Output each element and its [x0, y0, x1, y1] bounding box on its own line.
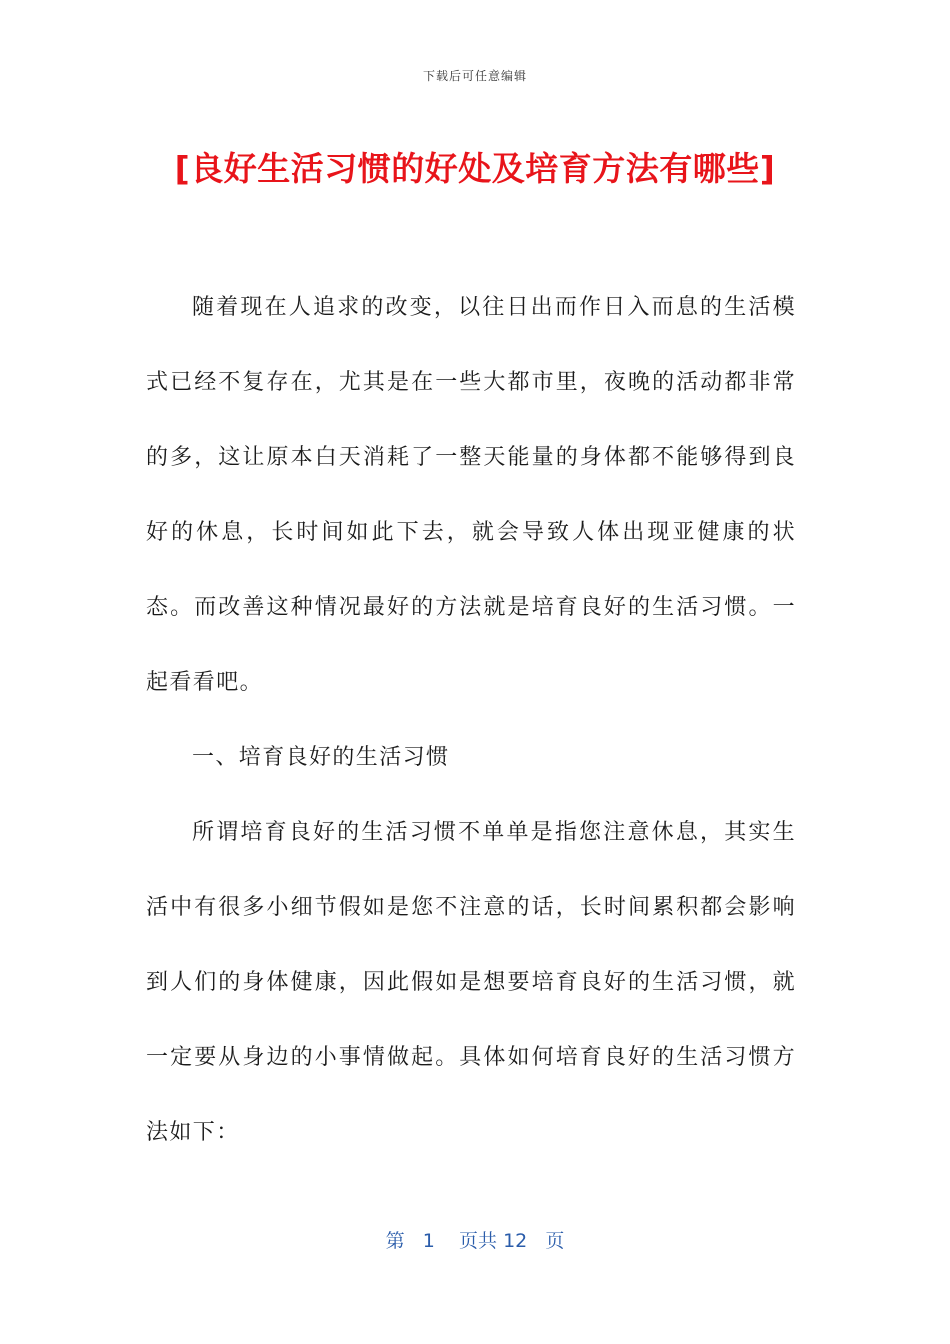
section-heading: 一、培育良好的生活习惯 — [192, 745, 450, 770]
document-title: [良好生活习惯的好处及培育方法有哪些] — [174, 149, 776, 188]
document-body — [146, 270, 796, 1170]
footer-page-total: 12 — [503, 1230, 528, 1252]
page-footer — [0, 1226, 950, 1253]
header-note: 下载后可任意编辑 — [422, 69, 527, 83]
footer-page-middle: 页共 — [459, 1230, 498, 1252]
footer-page-prefix: 第 — [385, 1230, 405, 1252]
paragraph-intro: 随着现在人追求的改变，以往日出而作日入而息的生活模式已经不复存在，尤其是在一些大都市里，夜晚的活动都非常的多，这让原本白天消耗了一整天能量的身体都不能够得到良好的休息，长时间如此下去，就会导致人体出现亚健康的状态。而改善这种情况最好的方法就是培育良好的生活习惯。一起看看吧。 — [146, 295, 796, 695]
footer-page-current: 1 — [422, 1230, 435, 1252]
paragraph-section-1: 所谓培育良好的生活习惯不单单是指您注意休息，其实生活中有很多小细节假如是您不注意的话，长时间累积都会影响到人们的身体健康，因此假如是想要培育良好的生活习惯，就一定要从身边的小事情做起。具体如何培育良好的生活习惯方法如下： — [146, 820, 796, 1145]
footer-page-suffix: 页 — [545, 1230, 565, 1252]
